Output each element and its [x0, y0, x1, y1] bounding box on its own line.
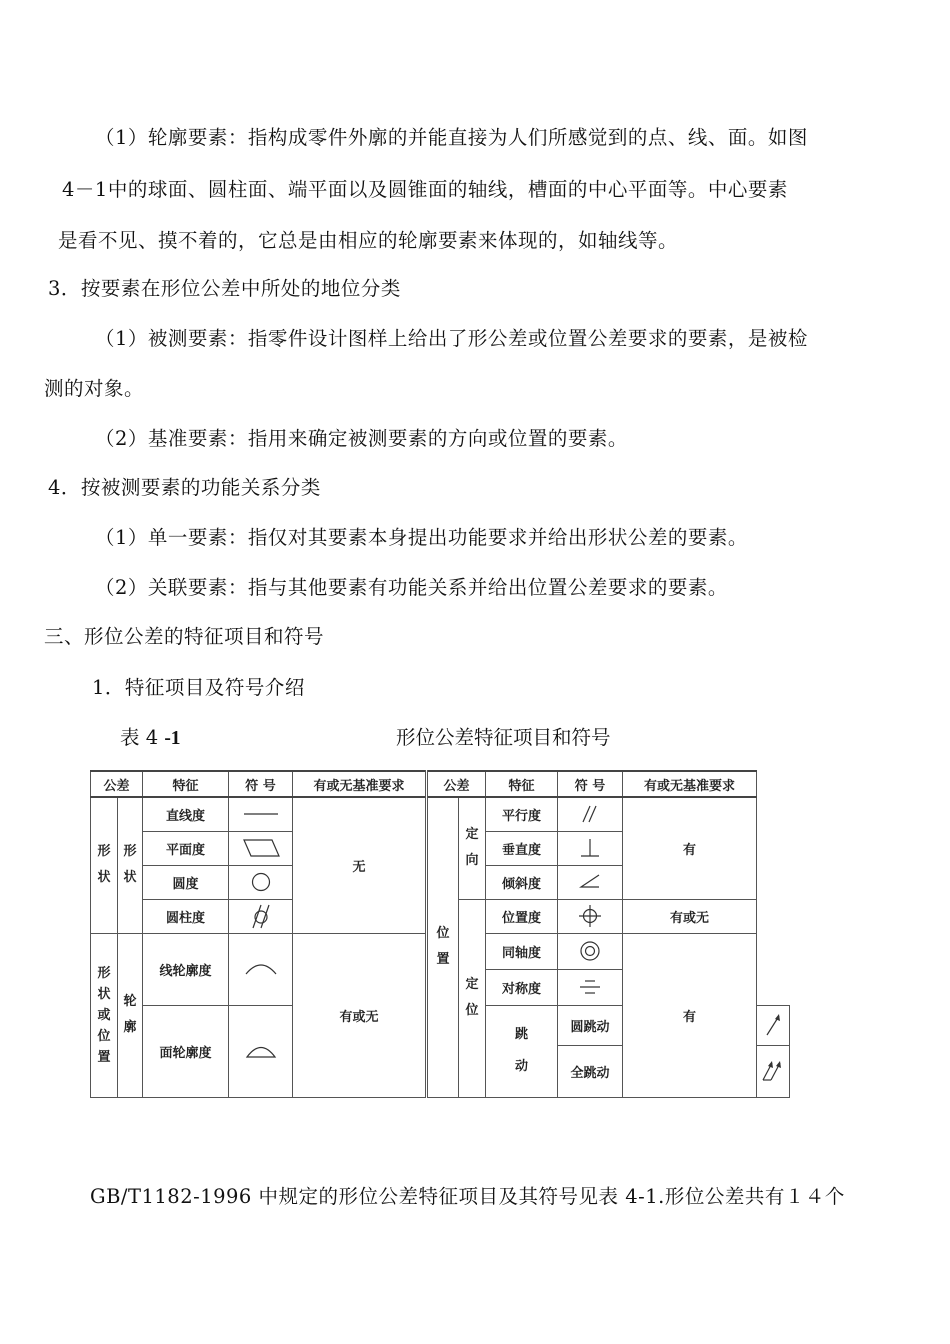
- table-row: [91, 797, 790, 814]
- feature-perpendicularity: 垂直度: [486, 831, 558, 865]
- text-line: 测的对象。: [44, 377, 145, 400]
- subgroup-orientation: 定向: [459, 797, 486, 899]
- feature-flatness: 平面度: [143, 831, 229, 865]
- group-shape: 形状: [91, 797, 118, 933]
- circular-runout-icon: [757, 1005, 790, 1045]
- flatness-icon: [229, 831, 293, 865]
- feature-circular-runout: 圆跳动: [558, 1005, 623, 1045]
- total-runout-icon: [757, 1045, 790, 1097]
- feature-straightness: 直线度: [143, 797, 229, 831]
- cylindricity-icon: [229, 899, 293, 933]
- subgroup-shape: 形状: [118, 797, 143, 933]
- text-line: 是看不见、摸不着的，它总是由相应的轮廓要素来体现的，如轴线等。: [58, 229, 679, 252]
- symmetry-icon: [558, 969, 623, 1005]
- header-tolerance: 公差: [427, 771, 486, 797]
- subgroup-profile: 轮廓: [118, 933, 143, 1097]
- datum-orientation: 有: [623, 797, 757, 899]
- datum-position: 有或无: [623, 899, 757, 933]
- text-line: 4－1中的球面、圆柱面、端平面以及圆锥面的轴线，槽面的中心平面等。中心要素: [62, 178, 788, 201]
- header-symbol: 符 号: [229, 771, 293, 797]
- subgroup-location: 定位: [459, 899, 486, 1097]
- chapter-heading: 三、形位公差的特征项目和符号: [44, 625, 325, 648]
- header-feature: 特征: [143, 771, 229, 797]
- section-heading: 1．特征项目及符号介绍: [92, 676, 305, 699]
- section-heading: 3．按要素在形位公差中所处的地位分类: [48, 277, 401, 300]
- straightness-icon: [229, 797, 293, 831]
- feature-surface-profile: 面轮廓度: [143, 1005, 229, 1097]
- text-line: （1）单一要素：指仅对其要素本身提出功能要求并给出形状公差的要素。: [95, 526, 748, 549]
- feature-circularity: 圆度: [143, 865, 229, 899]
- text-line: （2）基准要素：指用来确定被测要素的方向或位置的要素。: [95, 427, 628, 450]
- parallelism-icon: [558, 797, 623, 831]
- feature-position: 位置度: [486, 899, 558, 933]
- line-profile-icon: [229, 933, 293, 1005]
- text-line: （2）关联要素：指与其他要素有功能关系并给出位置公差要求的要素。: [95, 576, 728, 599]
- table-header-row: [91, 771, 790, 797]
- position-icon: [558, 899, 623, 933]
- perpendicularity-icon: [558, 831, 623, 865]
- datum-shape: 无: [293, 797, 427, 933]
- table-caption-label: 表 4 -1: [120, 726, 181, 749]
- feature-symmetry: 对称度: [486, 969, 558, 1005]
- concentricity-icon: [558, 933, 623, 969]
- table-caption-title: 形位公差特征项目和符号: [396, 726, 611, 749]
- feature-parallelism: 平行度: [486, 797, 558, 831]
- group-shape-or-position: 形状或位置: [91, 933, 118, 1097]
- text-line: （1）被测要素：指零件设计图样上给出了形公差或位置公差要求的要素，是被检: [95, 327, 808, 350]
- section-heading: 4．按被测要素的功能关系分类: [48, 476, 321, 499]
- surface-profile-icon: [229, 1005, 293, 1097]
- text-line: （1）轮廓要素：指构成零件外廓的并能直接为人们所感觉到的点、线、面。如图: [95, 126, 808, 149]
- datum-rest: 有: [623, 933, 757, 1097]
- feature-line-profile: 线轮廓度: [143, 933, 229, 1005]
- circularity-icon: [229, 865, 293, 899]
- header-symbol: 符 号: [558, 771, 623, 797]
- feature-angularity: 倾斜度: [486, 865, 558, 899]
- group-position: 位置: [427, 797, 459, 1097]
- closing-paragraph: GB/T1182-1996 中规定的形位公差特征项目及其符号见表 4-1.形位公差共有１４个: [90, 1185, 845, 1208]
- tolerance-table: [90, 770, 790, 1098]
- datum-profile: 有或无: [293, 933, 427, 1097]
- header-feature: 特征: [486, 771, 558, 797]
- group-runout: 跳动: [486, 1005, 558, 1097]
- feature-concentricity: 同轴度: [486, 933, 558, 969]
- angularity-icon: [558, 865, 623, 899]
- header-datum: 有或无基准要求: [623, 771, 757, 797]
- feature-cylindricity: 圆柱度: [143, 899, 229, 933]
- header-tolerance: 公差: [91, 771, 143, 797]
- feature-total-runout: 全跳动: [558, 1045, 623, 1097]
- header-datum: 有或无基准要求: [293, 771, 427, 797]
